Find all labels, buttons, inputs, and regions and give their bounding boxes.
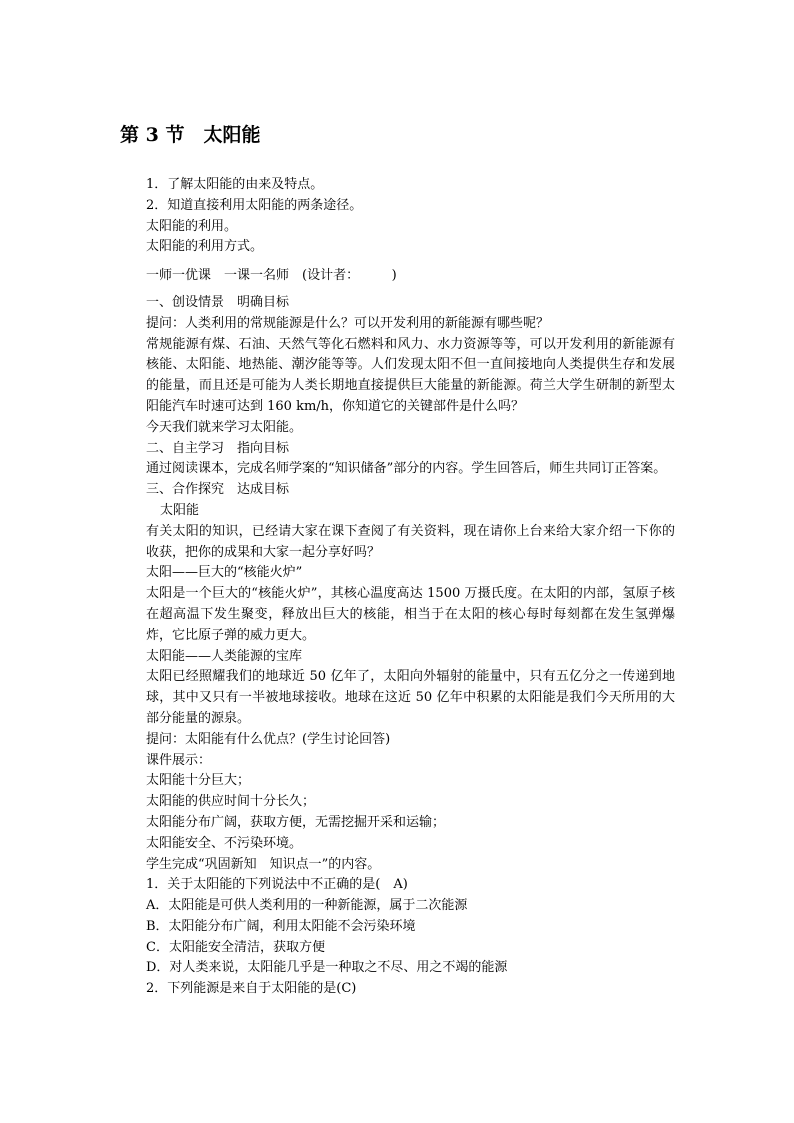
page-title: 第 3 节 太阳能 xyxy=(120,124,261,146)
question-1-option-a: A．太阳能是可供人类利用的一种新能源，属于二次能源 xyxy=(146,898,468,914)
section-3-paragraph-1: 有关太阳的知识，已经请大家在课下查阅了有关资料，现在请你上台来给大家介绍一下你的收获，把你的成果和大家一起分享好吗？ xyxy=(146,523,675,560)
advantage-item: 太阳能的供应时间十分长久； xyxy=(146,794,316,810)
section-2-heading: 二、自主学习 指向目标 xyxy=(146,440,290,456)
courseware-label: 课件展示： xyxy=(146,752,212,768)
question-2-stem: 2．下列能源是来自于太阳能的是(C) xyxy=(146,981,357,997)
section-3-question: 提问：太阳能有什么优点？(学生讨论回答) xyxy=(146,731,391,747)
objective-1: 1．了解太阳能的由来及特点。 xyxy=(146,177,324,192)
section-1-heading: 一、创设情景 明确目标 xyxy=(146,294,290,310)
question-1-option-d: D．对人类来说，太阳能几乎是一种取之不尽、用之不竭的能源 xyxy=(146,960,508,976)
document-body xyxy=(120,175,675,1000)
section-1-paragraph: 常规能源有煤、石油、天然气等化石燃料和风力、水力资源等等，可以开发利用的新能源有核能、太阳能、地热能、潮汐能等等。人们发现太阳不但一直间接地向人类提供生存和发展的能量，而且还是可能为人类长期地直接提供巨大能量的新能源。荷兰大学生研制的新型太阳能汽车时速可达到 160 km/h，你知道它的关键部件是什么吗？ xyxy=(146,336,675,414)
topic-energy-treasure: 太阳能——人类能源的宝库 xyxy=(146,648,303,664)
advantage-item: 太阳能十分巨大； xyxy=(146,773,251,789)
advantage-item: 太阳能安全、不污染环境。 xyxy=(146,835,303,851)
topic-nuclear-furnace: 太阳——巨大的“核能火炉” xyxy=(146,565,303,581)
task-instruction: 学生完成“巩固新知 知识点一”的内容。 xyxy=(146,856,381,872)
objective-2: 2．知道直接利用太阳能的两条途径。 xyxy=(146,197,363,213)
key-point: 太阳能的利用。 xyxy=(146,218,238,234)
section-3-paragraph-2: 太阳是一个巨大的“核能火炉”，其核心温度高达 1500 万摄氏度。在太阳的内部，氢原子核在超高温下发生聚变，释放出巨大的核能，相当于在太阳的核心每时每刻都在发生氢弹爆炸，它比原子弹的威力更大。 xyxy=(146,586,675,643)
section-3-heading: 三、合作探究 达成目标 xyxy=(146,482,290,498)
difficult-point: 太阳能的利用方式。 xyxy=(146,239,264,255)
section-2-paragraph: 通过阅读课本，完成名师学案的“知识储备”部分的内容。学生回答后，师生共同订正答案。 xyxy=(146,461,667,477)
section-3-subheading: 太阳能 xyxy=(160,502,200,518)
question-1-stem: 1．关于太阳能的下列说法中不正确的是( A) xyxy=(146,877,408,893)
advantage-item: 太阳能分布广阔，获取方便，无需挖掘开采和运输； xyxy=(146,814,446,830)
designer-line: 一师一优课 一课一名师 (设计者： ) xyxy=(146,268,397,284)
section-1-intro: 今天我们就来学习太阳能。 xyxy=(146,419,303,435)
section-1-question: 提问：人类利用的常规能源是什么？可以开发利用的新能源有哪些呢？ xyxy=(146,315,550,331)
question-1-option-c: C．太阳能安全清洁，获取方便 xyxy=(146,939,325,955)
section-3-paragraph-3: 太阳已经照耀我们的地球近 50 亿年了，太阳向外辐射的能量中，只有五亿分之一传递到地球，其中又只有一半被地球接收。地球在这近 50 亿年中积累的太阳能是我们今天所用的大部分能量的源泉。 xyxy=(146,669,675,726)
question-1-option-b: B．太阳能分布广阔，利用太阳能不会污染环境 xyxy=(146,918,416,934)
